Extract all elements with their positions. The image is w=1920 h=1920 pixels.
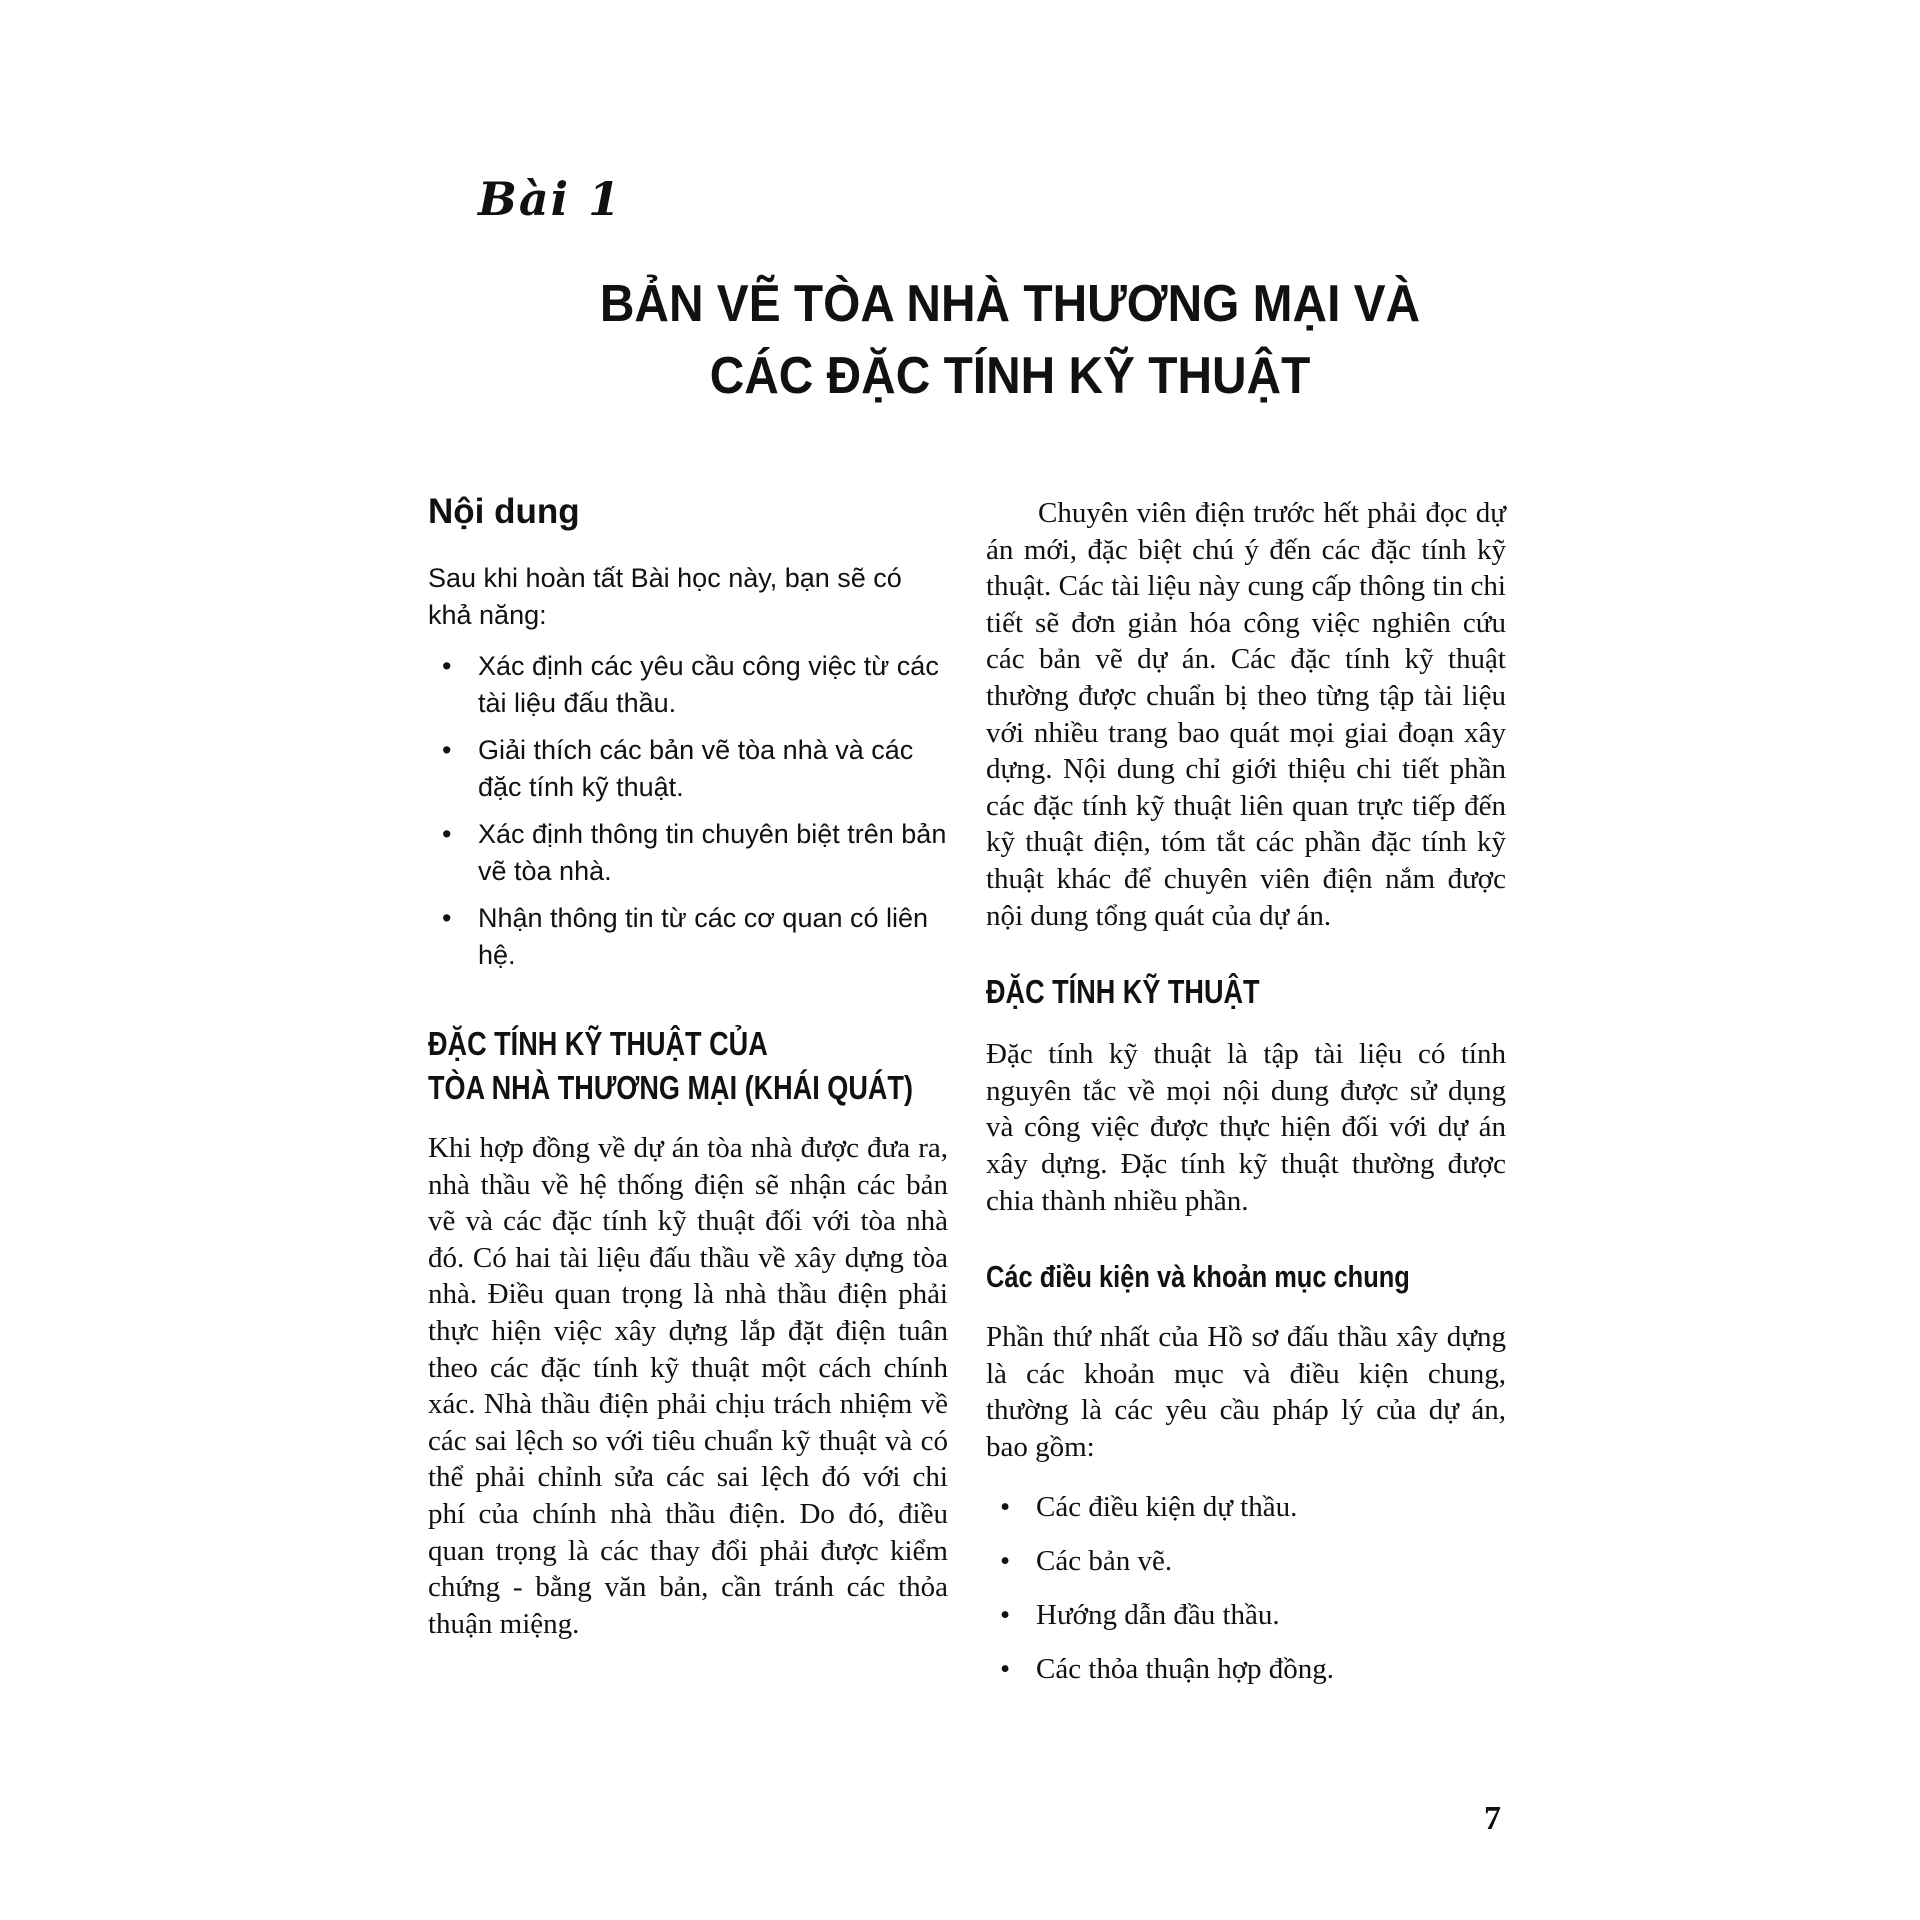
overview-paragraph: Khi hợp đồng về dự án tòa nhà được đưa ra, nhà thầu về hệ thống điện sẽ nhận các bản vẽ và các đặc tính kỹ thuật đối với tòa nhà đó. Có hai tài liệu đấu thầu về xây dựng tòa nhà. Điều quan trọng là nhà thầu điện phải thực hiện việc xây dựng lắp đặt điện tuân theo các đặc tính kỹ thuật một cách chính xác. Nhà thầu điện phải chịu trách nhiệm về các sai lệch so với tiêu chuẩn kỹ thuật và có thể phải chỉnh sửa các sai lệch đó với chi phí của chính nhà thầu điện. Do đó, điều quan trọng là các thay đổi phải được kiểm chứng - bằng văn bản, cần tránh các thỏa thuận miệng. <box>428 1132 948 1640</box>
general-items-list <box>986 1489 1506 1687</box>
objectives-list <box>428 648 948 974</box>
contents-intro: Sau khi hoàn tất Bài học này, bạn sẽ có khả năng: <box>428 563 902 630</box>
overview-heading <box>428 1022 948 1110</box>
page-number: 7 <box>1484 1800 1501 1837</box>
page-title-line-2: CÁC ĐẶC TÍNH KỸ THUẬT <box>709 347 1311 405</box>
right-intro-paragraph: Chuyên viên điện trước hết phải đọc dự án mới, đặc biệt chú ý đến các đặc tính kỹ thuật. Các tài liệu này cung cấp thông tin chi tiết sẽ đơn giản hóa công việc nghiên cứu các bản vẽ dự án. Các đặc tính kỹ thuật thường được chuẩn bị theo từng tập tài liệu với nhiều trang bao quát mọi giai đoạn xây dựng. Nội dung chỉ giới thiệu chi tiết phần các đặc tính kỹ thuật liên quan trực tiếp đến kỹ thuật điện, tóm tắt các phần đặc tính kỹ thuật khác để chuyên viên điện nắm được nội dung tổng quát của dự án. <box>986 497 1506 932</box>
overview-heading-line-1: ĐẶC TÍNH KỸ THUẬT CỦA <box>428 1025 768 1062</box>
page-title <box>449 268 1571 412</box>
overview-heading-line-2: TÒA NHÀ THƯƠNG MẠI (KHÁI QUÁT) <box>428 1069 913 1106</box>
right-column <box>986 495 1506 1705</box>
specs-heading: ĐẶC TÍNH KỸ THUẬT <box>986 973 1260 1011</box>
objective-item: • Giải thích các bản vẽ tòa nhà và các đặc tính kỹ thuật. <box>428 732 948 806</box>
objective-item: • Xác định thông tin chuyên biệt trên bản vẽ tòa nhà. <box>428 816 948 890</box>
general-item: • Hướng dẫn đầu thầu. <box>986 1597 1506 1633</box>
objective-item: • Xác định các yêu cầu công việc từ các tài liệu đấu thầu. <box>428 648 948 722</box>
general-item: • Các điều kiện dự thầu. <box>986 1489 1506 1525</box>
general-item: • Các bản vẽ. <box>986 1543 1506 1579</box>
page-title-line-1: BẢN VẼ TÒA NHÀ THƯƠNG MẠI VÀ <box>599 275 1421 333</box>
general-paragraph: Phần thứ nhất của Hồ sơ đấu thầu xây dựng là các khoản mục và điều kiện chung, thường là các yêu cầu pháp lý của dự án, bao gồm: <box>986 1321 1506 1463</box>
objective-item: • Nhận thông tin từ các cơ quan có liên hệ. <box>428 900 948 974</box>
contents-heading: Nội dung <box>428 492 580 531</box>
general-item: • Các thỏa thuận hợp đồng. <box>986 1651 1506 1687</box>
lesson-label: Bài 1 <box>478 172 623 226</box>
specs-paragraph: Đặc tính kỹ thuật là tập tài liệu có tính nguyên tắc về mọi nội dung được sử dụng và công việc được thực hiện đối với dự án xây dựng. Đặc tính kỹ thuật thường được chia thành nhiều phần. <box>986 1038 1506 1217</box>
left-column <box>428 492 948 1642</box>
general-heading: Các điều kiện và khoản mục chung <box>986 1259 1410 1295</box>
